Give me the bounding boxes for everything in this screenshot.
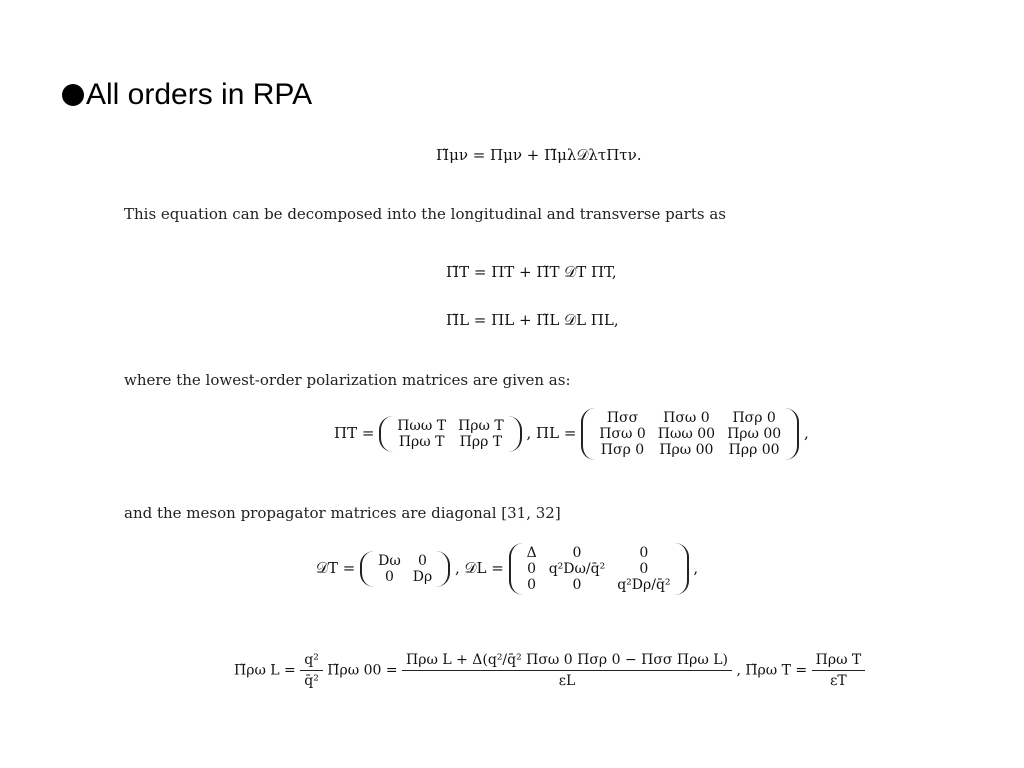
bullet-icon xyxy=(62,84,84,106)
matrix-cell: Πσρ 0 xyxy=(732,410,776,426)
matrix-cell: Πρω 00 xyxy=(659,442,714,458)
final-mid: Π̃ρω 00 = xyxy=(327,662,398,679)
dT-matrix xyxy=(360,551,450,587)
fraction-numerator: q² xyxy=(300,652,323,671)
polarization-matrices xyxy=(334,408,809,460)
matrix-cell: 0 xyxy=(527,577,537,593)
matrix-cell: Πρρ 00 xyxy=(728,442,780,458)
matrix-cell: 0 xyxy=(384,569,394,585)
piL-label: , ΠL = xyxy=(526,424,577,442)
matrix-cell: Πσρ 0 xyxy=(600,442,645,458)
matrix-cell: q²Dρ/q̄² xyxy=(617,577,671,593)
fraction-denominator: q̄² xyxy=(304,673,319,689)
propagator-matrices xyxy=(316,543,698,595)
dL-tail: , xyxy=(693,559,699,577)
decomposition-text: This equation can be decomposed into the longitudinal and transverse parts as xyxy=(124,205,726,223)
dT-label: 𝒟T = xyxy=(316,559,356,577)
matrix-cell: Dω xyxy=(378,553,401,569)
propagator-text: and the meson propagator matrices are diagonal [31, 32] xyxy=(124,504,561,522)
fraction-numerator: Πρω L + Δ(q²/q̄² Πσω 0 Πσρ 0 − Πσσ Πρω L) xyxy=(402,652,732,671)
matrix-cell: Πωω T xyxy=(397,418,447,434)
matrix-cell: Πσω 0 xyxy=(599,426,646,442)
matrix-cell: 0 xyxy=(639,561,649,577)
fraction-q xyxy=(300,652,323,689)
matrix-cell: 0 xyxy=(572,577,582,593)
fraction-numerator: Πρω T xyxy=(812,652,866,671)
matrix-cell: Πρω 00 xyxy=(727,426,782,442)
matrix-cell: Πρω T xyxy=(398,434,445,450)
longitudinal-equation: Π̃L = ΠL + Π̃L 𝒟L ΠL, xyxy=(446,311,619,329)
fraction-main xyxy=(402,652,732,689)
dL-matrix xyxy=(509,543,689,595)
fraction-denominator: εL xyxy=(558,673,576,689)
slide-heading xyxy=(62,78,312,112)
piT-label: ΠT = xyxy=(334,424,375,442)
matrix-cell: 0 xyxy=(527,561,537,577)
matrix-cell: Πωω 00 xyxy=(657,426,716,442)
final-lhs: Π̃ρω L = xyxy=(234,662,296,679)
piL-tail: , xyxy=(803,424,809,442)
fraction-denominator: εT xyxy=(830,673,847,689)
final-equation xyxy=(234,652,865,689)
matrix-cell: 0 xyxy=(639,545,649,561)
matrix-cell: Πρρ T xyxy=(459,434,503,450)
piT-matrix xyxy=(379,416,522,452)
matrix-cell: q²Dω/q̄² xyxy=(548,561,606,577)
polarization-text: where the lowest-order polarization matrices are given as: xyxy=(124,371,571,389)
matrix-cell: Πρω T xyxy=(458,418,504,434)
matrix-cell: Dρ xyxy=(412,569,433,585)
matrix-cell: Πσσ xyxy=(606,410,639,426)
transverse-equation: Π̃T = ΠT + Π̃T 𝒟T ΠT, xyxy=(446,263,617,281)
heading-text: All orders in RPA xyxy=(86,78,313,111)
fraction-transverse xyxy=(812,652,866,689)
matrix-cell: 0 xyxy=(572,545,582,561)
matrix-cell: 0 xyxy=(418,553,427,569)
matrix-cell: Πσω 0 xyxy=(663,410,710,426)
piL-matrix xyxy=(581,408,799,460)
matrix-cell: Δ xyxy=(526,545,537,561)
final-sep: , Π̃ρω T = xyxy=(736,662,808,679)
dL-label: , 𝒟L = xyxy=(454,559,504,577)
rpa-equation: Π̃μν = Πμν + Π̃μλ𝒟λτΠτν. xyxy=(436,146,642,164)
